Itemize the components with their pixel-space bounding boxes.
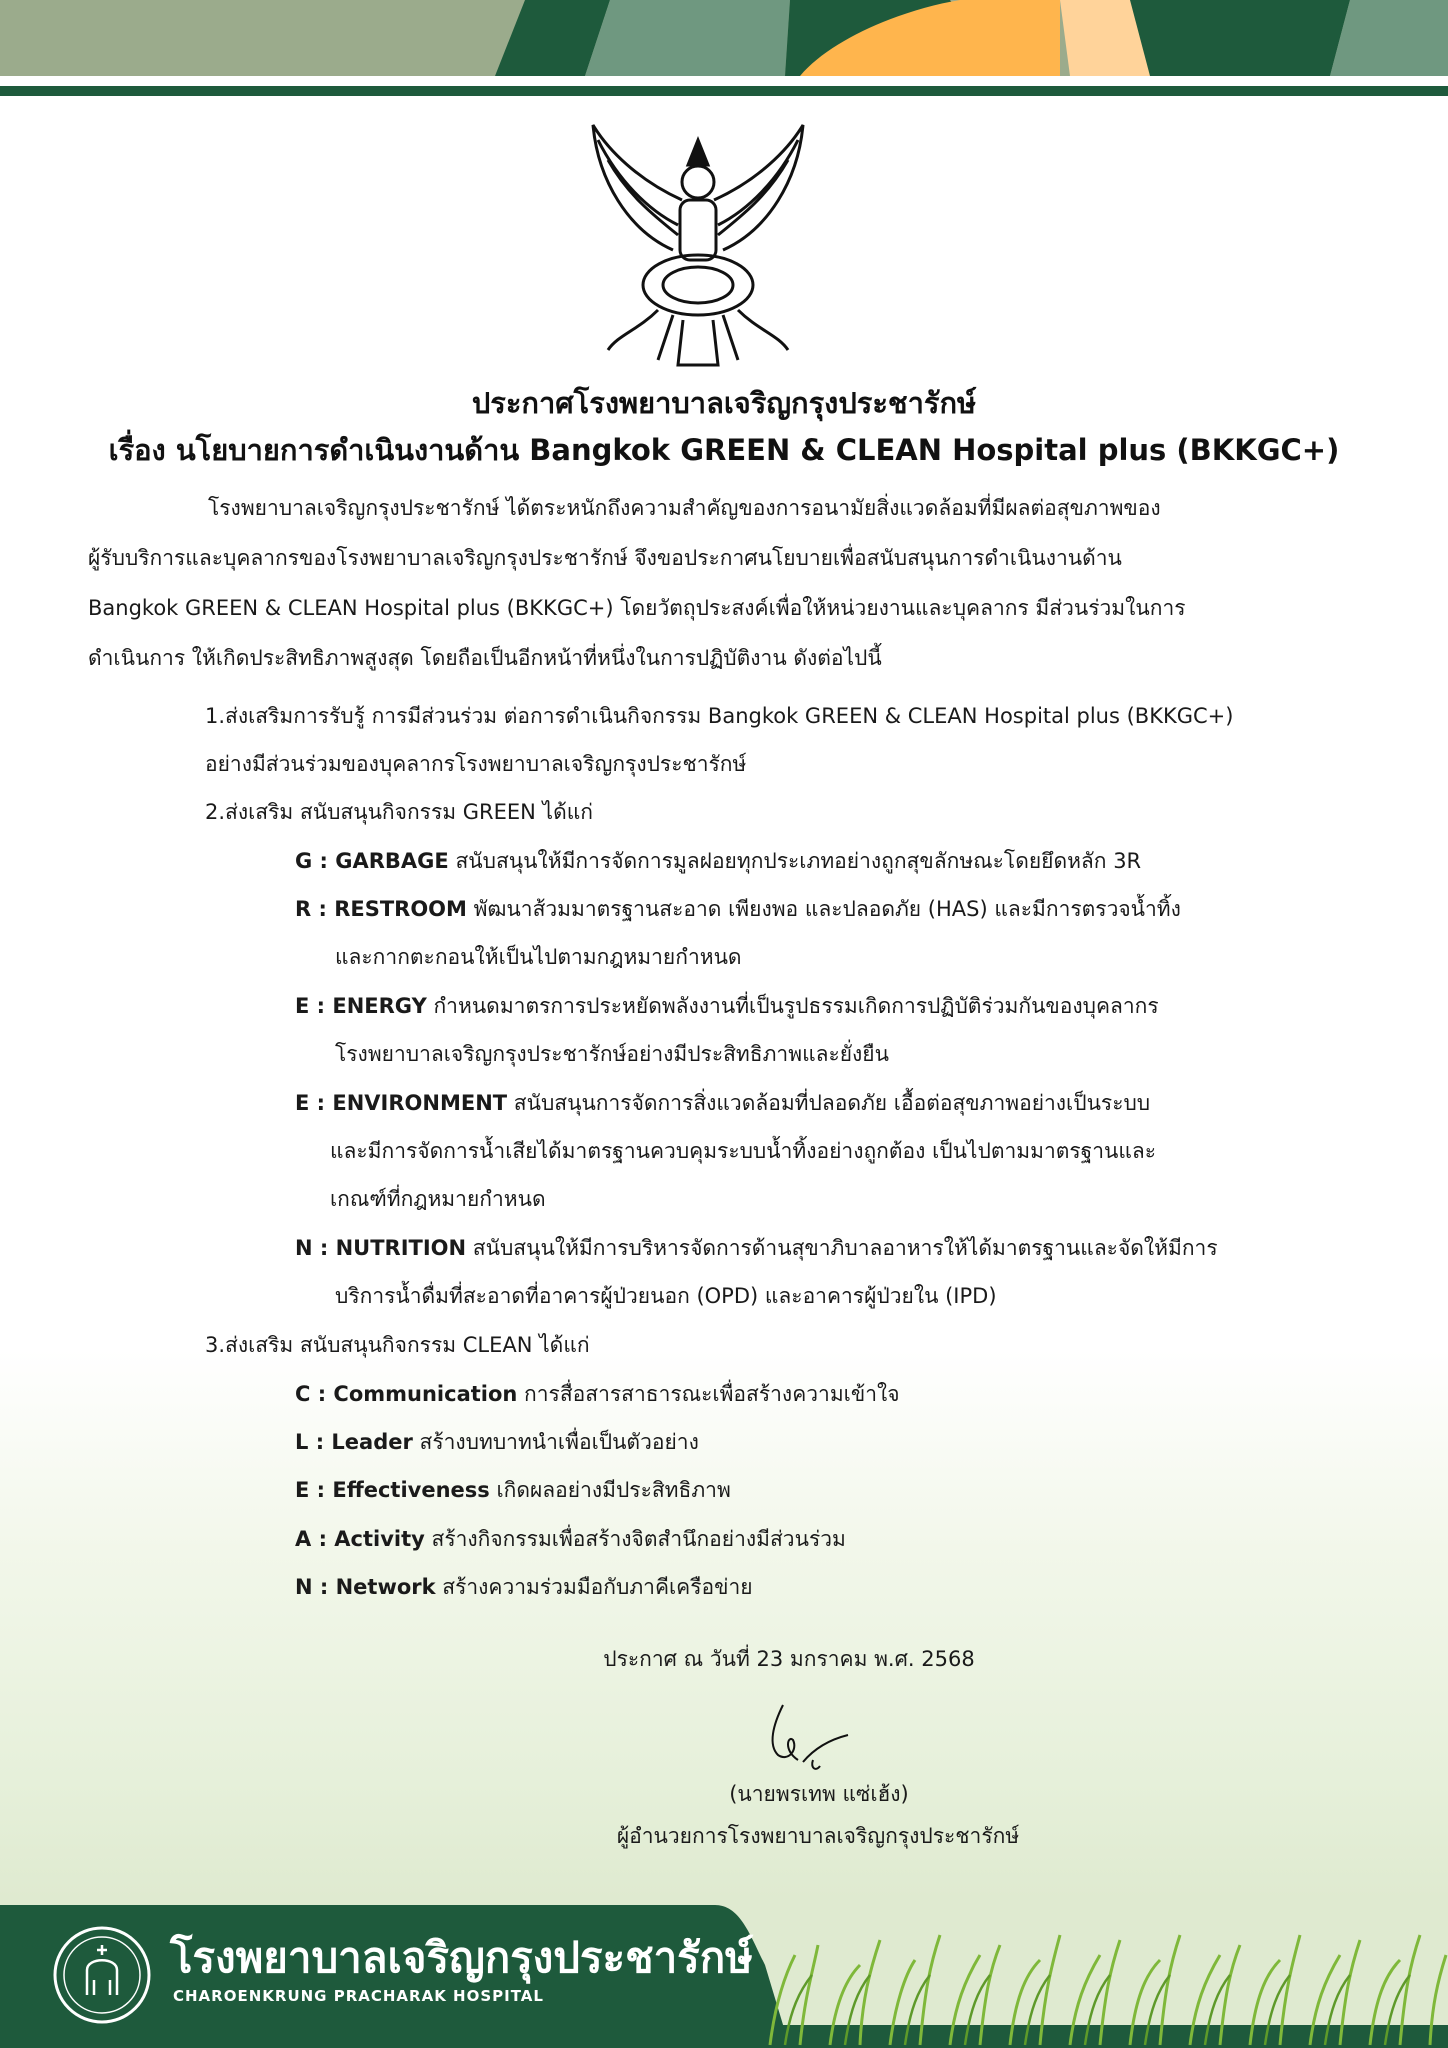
footer-hospital-name-th: โรงพยาบาลเจริญกรุงประชารักษ์ — [170, 1933, 753, 1982]
green-energy-cont: โรงพยาบาลเจริญกรุงประชารักษ์อย่างมีประสิทธิภาพและยั่งยืน — [335, 1042, 889, 1066]
green-restroom-cont: และกากตะกอนให้เป็นไปตามกฎหมายกำหนด — [335, 945, 742, 969]
intro-line: ดำเนินการ ให้เกิดประสิทธิภาพสูงสุด โดยถือเป็นอีกหน้าที่หนึ่งในการปฏิบัติงาน ดังต่อไปนี้ — [88, 646, 882, 670]
green-nutrition-text: สนับสนุนให้มีการบริหารจัดการด้านสุขาภิบาลอาหารให้ได้มาตรฐานและจัดให้มีการ — [466, 1236, 1218, 1260]
announcement-subject: เรื่อง นโยบายการดำเนินงานด้าน Bangkok GREEN & CLEAN Hospital plus (BKKGC+) — [108, 433, 1340, 467]
clean-activity-key: A : Activity — [295, 1527, 425, 1551]
signer-title — [0, 1820, 1448, 1853]
green-restroom-text: พัฒนาส้วมมาตรฐานสะอาด เพียงพอ และปลอดภัย (HAS) และมีการตรวจน้ำทิ้ง — [466, 897, 1181, 921]
clean-leader — [295, 1418, 699, 1466]
policy-item-2-heading: 2.ส่งเสริม สนับสนุนกิจกรรม GREEN ได้แก่ — [205, 800, 593, 824]
clean-network — [295, 1563, 753, 1611]
green-nutrition — [295, 1224, 1218, 1272]
green-environment-key: E : ENVIRONMENT — [295, 1091, 508, 1115]
policy-item-1-cont: อย่างมีส่วนร่วมของบุคลากรโรงพยาบาลเจริญกรุงประชารักษ์ — [205, 752, 747, 776]
clean-communication — [295, 1370, 900, 1418]
intro-paragraph — [88, 483, 1350, 683]
clean-activity-text: สร้างกิจกรรมเพื่อสร้างจิตสำนึกอย่างมีส่วนร่วม — [424, 1527, 846, 1551]
hospital-elephant-logo-icon — [52, 1925, 152, 2025]
green-nutrition-key: N : NUTRITION — [295, 1236, 467, 1260]
policy-item-3-heading: 3.ส่งเสริม สนับสนุนกิจกรรม CLEAN ได้แก่ — [205, 1333, 590, 1357]
clean-effectiveness-key: E : Effectiveness — [295, 1478, 490, 1502]
green-restroom — [295, 885, 1181, 933]
green-energy-text: กำหนดมาตรการประหยัดพลังงานที่เป็นรูปธรรมเกิดการปฏิบัติร่วมกันของบุคลากร — [426, 994, 1159, 1018]
signer-name — [0, 1778, 1448, 1811]
footer — [0, 1895, 1448, 2048]
header-banner — [0, 0, 1448, 100]
signer-name-text: (นายพรเทพ แซ่เฮ้ง) — [729, 1782, 909, 1806]
green-nutrition-cont: บริการน้ำดื่มที่สะอาดที่อาคารผู้ป่วยนอก (OPD) และอาคารผู้ป่วยใน (IPD) — [335, 1284, 997, 1308]
footer-hospital-name-en: CHAROENKRUNG PRACHARAK HOSPITAL — [173, 1987, 544, 2005]
clean-leader-key: L : Leader — [295, 1430, 413, 1454]
green-environment — [295, 1079, 1150, 1127]
clean-network-key: N : Network — [295, 1575, 436, 1599]
green-environment-cont2: เกณฑ์ที่กฎหมายกำหนด — [330, 1187, 546, 1211]
clean-effectiveness-text: เกิดผลอย่างมีประสิทธิภาพ — [489, 1478, 731, 1502]
clean-communication-key: C : Communication — [295, 1382, 518, 1406]
garuda-emblem-icon — [578, 120, 818, 370]
signer-title-text: ผู้อำนวยการโรงพยาบาลเจริญกรุงประชารักษ์ — [616, 1824, 1020, 1848]
signature-mark — [758, 1700, 868, 1780]
intro-line: Bangkok GREEN & CLEAN Hospital plus (BKKGC+) โดยวัตถุประสงค์เพื่อให้หน่วยงานและบุคลากร มีส่วนร่วมในการ — [88, 596, 1186, 620]
clean-effectiveness — [295, 1466, 731, 1514]
announcement-date: ประกาศ ณ วันที่ 23 มกราคม พ.ศ. 2568 — [603, 1647, 975, 1671]
clean-activity — [295, 1515, 846, 1563]
green-energy-key: E : ENERGY — [295, 994, 427, 1018]
clean-leader-text: สร้างบทบาทนำเพื่อเป็นตัวอย่าง — [412, 1430, 699, 1454]
green-garbage-key: G : GARBAGE — [295, 849, 449, 873]
intro-line: ผู้รับบริการและบุคลากรของโรงพยาบาลเจริญกรุงประชารักษ์ จึงขอประกาศนโยบายเพื่อสนับสนุนการดำเนินงานด้าน — [88, 546, 1122, 570]
intro-line: โรงพยาบาลเจริญกรุงประชารักษ์ ได้ตระหนักถึงความสำคัญของการอนามัยสิ่งแวดล้อมที่มีผลต่อสุขภาพของ — [208, 496, 1161, 520]
clean-communication-text: การสื่อสารสาธารณะเพื่อสร้างความเข้าใจ — [517, 1382, 900, 1406]
policy-item-1: 1.ส่งเสริมการรับรู้ การมีส่วนร่วม ต่อการดำเนินกิจกรรม Bangkok GREEN & CLEAN Hospital plus (BKKGC+) — [205, 704, 1234, 728]
green-restroom-key: R : RESTROOM — [295, 897, 467, 921]
green-energy — [295, 982, 1159, 1030]
green-garbage — [295, 837, 1141, 885]
announcement-title: ประกาศโรงพยาบาลเจริญกรุงประชารักษ์ — [471, 386, 977, 420]
green-environment-text: สนับสนุนการจัดการสิ่งแวดล้อมที่ปลอดภัย เอื้อต่อสุขภาพอย่างเป็นระบบ — [507, 1091, 1151, 1115]
green-garbage-text: สนับสนุนให้มีการจัดการมูลฝอยทุกประเภทอย่างถูกสุขลักษณะโดยยึดหลัก 3R — [448, 849, 1142, 873]
green-environment-cont: และมีการจัดการน้ำเสียได้มาตรฐานควบคุมระบบน้ำทิ้งอย่างถูกต้อง เป็นไปตามมาตรฐานและ — [330, 1139, 1157, 1163]
clean-network-text: สร้างความร่วมมือกับภาคีเครือข่าย — [435, 1575, 753, 1599]
